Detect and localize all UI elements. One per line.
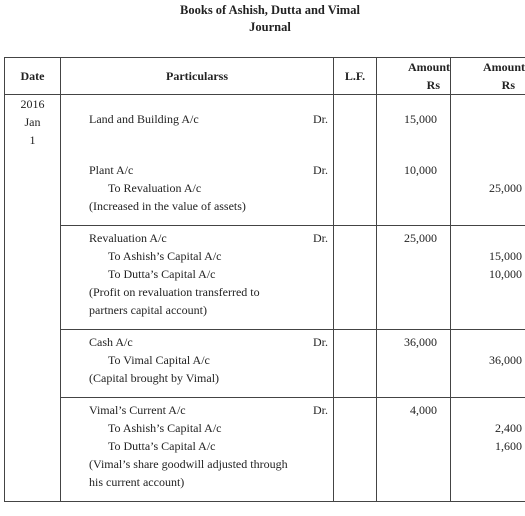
lf-value xyxy=(334,401,376,419)
particulars-line-debit xyxy=(61,229,333,247)
entry-lf-cell xyxy=(334,330,377,398)
particulars-text: To Ashish’s Capital A/c xyxy=(108,249,222,263)
debit-marker: Dr. xyxy=(313,335,328,349)
entry-particulars-cell xyxy=(61,226,334,330)
particulars-text: his current account) xyxy=(89,475,185,489)
debit-marker: Dr. xyxy=(313,112,328,126)
amount-debit xyxy=(377,197,450,215)
amount-credit: 36,000 xyxy=(489,353,522,367)
lf-value xyxy=(334,229,376,247)
amount-debit xyxy=(377,455,450,473)
amount-credit xyxy=(451,455,525,473)
amount-credit xyxy=(451,401,525,419)
amount-debit xyxy=(377,283,450,301)
entry-lf-cell xyxy=(334,226,377,330)
entry-date-cell xyxy=(5,95,61,150)
header-particulars: Particularss xyxy=(61,58,334,95)
amount-credit: 15,000 xyxy=(489,249,522,263)
amount-debit xyxy=(377,473,450,491)
amount-credit xyxy=(451,197,525,215)
journal-entry-row xyxy=(5,398,525,502)
particulars-text: Revaluation A/c xyxy=(89,231,167,245)
entry-date-cell xyxy=(5,226,61,330)
lf-value xyxy=(334,437,376,455)
lf-value xyxy=(334,369,376,387)
amount-debit xyxy=(377,369,450,387)
particulars-text: To Dutta’s Capital A/c xyxy=(108,267,216,281)
particulars-text: Vimal’s Current A/c xyxy=(89,403,186,417)
entry-lf-cell xyxy=(334,149,377,226)
header-amount-debit xyxy=(377,58,451,95)
particulars-line-credit xyxy=(61,351,333,369)
particulars-line-narration xyxy=(61,283,333,301)
particulars-line-debit xyxy=(61,161,333,179)
particulars-text: (Profit on revaluation transferred to xyxy=(89,285,260,299)
entry-date-cell xyxy=(5,330,61,398)
amount-credit: 2,400 xyxy=(495,421,522,435)
journal-entry-row xyxy=(5,330,525,398)
journal-entry-row xyxy=(5,95,525,150)
amount-debit xyxy=(377,179,450,197)
header-amount-debit-label: Amount xyxy=(407,60,450,74)
date-year: 2016 xyxy=(20,97,45,111)
amount-debit xyxy=(377,437,450,455)
page-title: Books of Ashish, Dutta and Vimal xyxy=(180,3,360,17)
entry-amount-credit-cell xyxy=(451,398,525,502)
entry-amount-credit-cell xyxy=(451,149,525,226)
amount-credit xyxy=(451,301,525,319)
entry-particulars-cell xyxy=(61,95,334,150)
particulars-line-debit xyxy=(61,401,333,419)
lf-value xyxy=(334,419,376,437)
amount-debit xyxy=(377,301,450,319)
amount-debit xyxy=(377,265,450,283)
lf-value xyxy=(334,265,376,283)
journal-table xyxy=(4,57,525,502)
entry-date-cell xyxy=(5,149,61,226)
amount-debit: 25,000 xyxy=(404,231,437,245)
particulars-text: To Vimal Capital A/c xyxy=(108,353,210,367)
debit-marker: Dr. xyxy=(313,231,328,245)
entry-particulars-cell xyxy=(61,398,334,502)
particulars-line-narration xyxy=(61,455,333,473)
particulars-line-narration xyxy=(61,197,333,215)
particulars-line-narration xyxy=(61,369,333,387)
entry-amount-debit-cell xyxy=(377,95,451,150)
amount-credit xyxy=(451,229,525,247)
lf-value xyxy=(334,161,376,179)
entry-amount-debit-cell xyxy=(377,226,451,330)
particulars-text: Plant A/c xyxy=(89,163,134,177)
lf-value xyxy=(334,473,376,491)
lf-value xyxy=(334,333,376,351)
header-amount-debit-unit: Rs xyxy=(426,78,440,92)
entry-amount-credit-cell xyxy=(451,226,525,330)
amount-debit: 36,000 xyxy=(404,335,437,349)
journal-entry-row xyxy=(5,226,525,330)
journal-header-row xyxy=(5,58,525,95)
amount-credit xyxy=(451,369,525,387)
lf-value xyxy=(334,283,376,301)
amount-credit xyxy=(451,333,525,351)
amount-credit xyxy=(451,110,525,128)
amount-credit xyxy=(451,283,525,301)
amount-credit: 10,000 xyxy=(489,267,522,281)
amount-debit xyxy=(377,351,450,369)
particulars-text: partners capital account) xyxy=(89,303,207,317)
amount-debit: 4,000 xyxy=(410,403,437,417)
header-amount-credit-label: Amount xyxy=(482,60,525,74)
particulars-line-credit xyxy=(61,179,333,197)
header-amount-credit-unit: Rs xyxy=(501,78,515,92)
page-subtitle: Journal xyxy=(249,20,291,34)
particulars-line-debit xyxy=(61,333,333,351)
date-month: Jan xyxy=(24,115,41,129)
entry-particulars-cell xyxy=(61,149,334,226)
date-day: 1 xyxy=(29,133,36,147)
amount-debit: 10,000 xyxy=(404,163,437,177)
entry-amount-debit-cell xyxy=(377,398,451,502)
entry-date-cell xyxy=(5,398,61,502)
lf-value xyxy=(334,110,376,128)
lf-value xyxy=(334,247,376,265)
lf-value xyxy=(334,197,376,215)
particulars-line-narration xyxy=(61,473,333,491)
amount-debit xyxy=(377,419,450,437)
entry-amount-debit-cell xyxy=(377,330,451,398)
particulars-text: Cash A/c xyxy=(89,335,133,349)
particulars-text: To Ashish’s Capital A/c xyxy=(108,421,222,435)
particulars-line-debit xyxy=(61,110,333,128)
debit-marker: Dr. xyxy=(313,163,328,177)
amount-credit xyxy=(451,161,525,179)
entry-amount-credit-cell xyxy=(451,95,525,150)
journal-body xyxy=(5,95,525,502)
debit-marker: Dr. xyxy=(313,403,328,417)
entry-amount-credit-cell xyxy=(451,330,525,398)
particulars-line-credit xyxy=(61,247,333,265)
header-lf: L.F. xyxy=(334,58,377,95)
amount-credit: 1,600 xyxy=(495,439,522,453)
header-amount-credit xyxy=(451,58,525,95)
amount-credit xyxy=(451,473,525,491)
amount-credit: 25,000 xyxy=(489,181,522,195)
particulars-text: Land and Building A/c xyxy=(89,112,199,126)
amount-debit xyxy=(377,247,450,265)
particulars-text: To Dutta’s Capital A/c xyxy=(108,439,216,453)
particulars-line-credit xyxy=(61,265,333,283)
particulars-text: To Revaluation A/c xyxy=(108,181,202,195)
entry-particulars-cell xyxy=(61,330,334,398)
lf-value xyxy=(334,179,376,197)
particulars-text: (Increased in the value of assets) xyxy=(89,199,246,213)
lf-value xyxy=(334,301,376,319)
entry-lf-cell xyxy=(334,398,377,502)
lf-value xyxy=(334,351,376,369)
particulars-line-credit xyxy=(61,419,333,437)
entry-amount-debit-cell xyxy=(377,149,451,226)
particulars-line-credit xyxy=(61,437,333,455)
entry-lf-cell xyxy=(334,95,377,150)
amount-debit: 15,000 xyxy=(404,112,437,126)
header-date: Date xyxy=(5,58,61,95)
journal-entry-row xyxy=(5,149,525,226)
lf-value xyxy=(334,455,376,473)
particulars-text: (Capital brought by Vimal) xyxy=(89,371,220,385)
particulars-line-narration xyxy=(61,301,333,319)
particulars-text: (Vimal’s share goodwill adjusted through xyxy=(89,457,288,471)
